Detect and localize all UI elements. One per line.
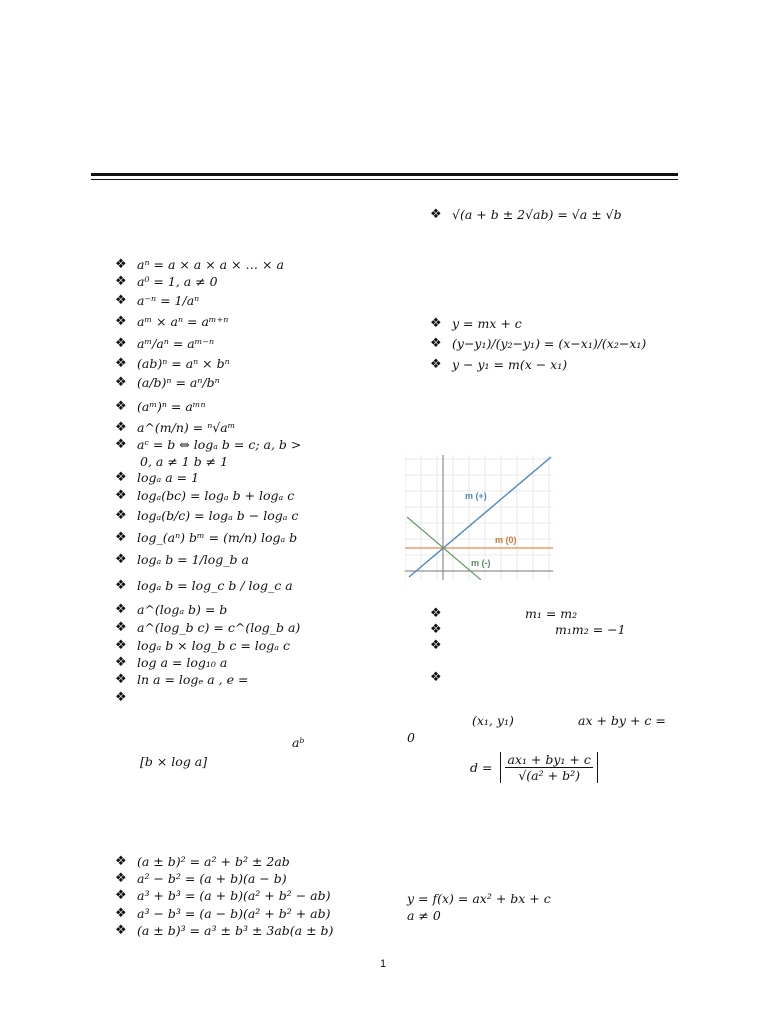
bullet-icon: ❖ <box>115 854 127 869</box>
bullet-icon: ❖ <box>115 906 127 921</box>
bullet-icon: ❖ <box>115 437 127 452</box>
a-power-b-text: aᵇ <box>292 735 305 750</box>
math-rule: ln a = logₑ a , e = <box>137 672 249 687</box>
distance-abs-fraction <box>500 752 597 783</box>
sqrt-rule-row <box>430 207 622 222</box>
math-rule: log_(aⁿ) bᵐ = (m/n) logₐ b <box>137 530 298 545</box>
bullet-icon: ❖ <box>115 293 127 308</box>
math-rule-row <box>115 578 293 593</box>
slope-rule: m₁m₂ = −1 <box>555 622 626 637</box>
math-rule-row <box>115 336 214 351</box>
bullet-icon: ❖ <box>115 602 127 617</box>
line-rule-row <box>430 357 567 372</box>
bullet-icon: ❖ <box>115 638 127 653</box>
math-rule-row <box>115 274 218 289</box>
math-rule: (ab)ⁿ = aⁿ × bⁿ <box>137 356 230 371</box>
math-rule-row <box>115 257 284 272</box>
bullet-icon: ❖ <box>430 622 442 637</box>
math-rule-row <box>115 470 199 485</box>
bullet-icon: ❖ <box>115 375 127 390</box>
math-rule-row <box>115 420 235 435</box>
bullet-icon: ❖ <box>115 530 127 545</box>
bullet-icon: ❖ <box>430 670 442 685</box>
line-equation-zero: 0 <box>407 730 415 745</box>
math-rule: aⁿ = a × a × a × … × a <box>137 257 284 272</box>
bullet-icon: ❖ <box>115 508 127 523</box>
math-rule-row <box>115 375 220 390</box>
quadratic-condition: a ≠ 0 <box>407 908 441 923</box>
distance-lhs: d = <box>470 760 493 775</box>
math-rule: (aᵐ)ⁿ = aᵐⁿ <box>137 399 206 414</box>
bullet-icon: ❖ <box>115 420 127 435</box>
positive-slope-label: m (+) <box>465 491 487 501</box>
bullet-icon: ❖ <box>430 638 442 653</box>
algebra-identity-row <box>115 906 330 921</box>
bullet-icon: ❖ <box>115 470 127 485</box>
math-rule: aᵐ/aⁿ = aᵐ⁻ⁿ <box>137 336 215 351</box>
page-number: 1 <box>380 958 387 970</box>
math-rule-row <box>115 655 227 670</box>
math-rule-row <box>115 293 199 308</box>
algebra-identity: a³ − b³ = (a − b)(a² + b² + ab) <box>137 906 331 921</box>
log-condition-continuation: 0, a ≠ 1 b ≠ 1 <box>140 454 229 469</box>
algebra-identity-row <box>115 888 330 903</box>
math-rule-row <box>115 530 297 545</box>
math-rule: logₐ(bc) = logₐ b + logₐ c <box>137 488 295 503</box>
math-rule: a^(logₐ b) = b <box>137 602 228 617</box>
math-rule-row <box>115 690 137 705</box>
bullet-icon: ❖ <box>115 257 127 272</box>
algebra-identity: (a ± b)² = a² + b² ± 2ab <box>137 854 290 869</box>
bullet-icon: ❖ <box>115 672 127 687</box>
algebra-identity-row <box>115 854 290 869</box>
math-rule-row <box>115 602 227 617</box>
math-rule: log a = log₁₀ a <box>137 655 228 670</box>
math-rule-row <box>115 356 230 371</box>
math-rule: (a/b)ⁿ = aⁿ/bⁿ <box>137 375 220 390</box>
algebra-identity: a³ + b³ = (a + b)(a² + b² − ab) <box>137 888 331 903</box>
math-rule: logₐ(b/c) = logₐ b − logₐ c <box>137 508 299 523</box>
negative-slope-label: m (-) <box>471 558 491 568</box>
bullet-icon: ❖ <box>430 207 442 222</box>
line-rule: y = mx + c <box>452 316 522 331</box>
header-rule-thin <box>91 179 678 180</box>
distance-formula <box>470 752 598 783</box>
general-line-equation: ax + by + c = <box>578 713 666 728</box>
bullet-icon: ❖ <box>115 336 127 351</box>
bullet-icon: ❖ <box>115 871 127 886</box>
sqrt-rule: √(a + b ± 2√ab) = √a ± √b <box>452 207 622 222</box>
bullet-icon: ❖ <box>115 314 127 329</box>
bullet-icon: ❖ <box>115 690 127 705</box>
algebra-identity-row <box>115 871 287 886</box>
math-rule: a^(m/n) = ⁿ√aᵐ <box>137 420 236 435</box>
slope-rule: m₁ = m₂ <box>525 606 578 621</box>
bullet-icon: ❖ <box>430 336 442 351</box>
zero-slope-label: m (0) <box>495 535 517 545</box>
math-rule-row <box>115 314 228 329</box>
math-rule-row <box>115 620 300 635</box>
math-rule-row <box>115 638 290 653</box>
math-rule: logₐ b = log_c b / log_c a <box>137 578 293 593</box>
math-rule: a⁰ = 1, a ≠ 0 <box>137 274 218 289</box>
algebra-identity: a² − b² = (a + b)(a − b) <box>137 871 287 886</box>
point-coordinates: (x₁, y₁) <box>472 713 514 728</box>
b-log-a-text: [b × log a] <box>140 754 208 769</box>
bullet-icon: ❖ <box>115 488 127 503</box>
distance-denominator: √(a² + b²) <box>518 768 580 783</box>
distance-numerator: ax₁ + by₁ + c <box>507 752 591 767</box>
math-rule-row <box>115 488 294 503</box>
math-rule-row <box>115 672 248 687</box>
math-rule-row <box>115 508 298 523</box>
quadratic-function: y = f(x) = ax² + bx + c <box>407 891 551 906</box>
math-rule: logₐ b × log_b c = logₐ c <box>137 638 290 653</box>
math-rule: logₐ a = 1 <box>137 470 200 485</box>
bullet-icon: ❖ <box>115 578 127 593</box>
bullet-icon: ❖ <box>115 274 127 289</box>
bullet-icon: ❖ <box>115 620 127 635</box>
algebra-identity: (a ± b)³ = a³ ± b³ ± 3ab(a ± b) <box>137 923 334 938</box>
bullet-icon: ❖ <box>115 399 127 414</box>
math-rule: aᵐ × aⁿ = aᵐ⁺ⁿ <box>137 314 229 329</box>
line-rule: y − y₁ = m(x − x₁) <box>452 357 568 372</box>
bullet-icon: ❖ <box>430 606 442 621</box>
bullet-icon: ❖ <box>430 357 442 372</box>
math-rule: logₐ b = 1/log_b a <box>137 552 249 567</box>
math-rule-row <box>115 399 206 414</box>
math-rule-row <box>115 552 249 567</box>
bullet-icon: ❖ <box>115 356 127 371</box>
math-rule: aᶜ = b ⇔ logₐ b = c; a, b > <box>137 437 302 452</box>
math-rule: a^(log_b c) = c^(log_b a) <box>137 620 301 635</box>
bullet-icon: ❖ <box>115 888 127 903</box>
bullet-icon: ❖ <box>115 655 127 670</box>
math-rule-row <box>115 437 301 452</box>
bullet-icon: ❖ <box>115 923 127 938</box>
line-rule: (y−y₁)/(y₂−y₁) = (x−x₁)/(x₂−x₁) <box>452 336 647 351</box>
bullet-icon: ❖ <box>115 552 127 567</box>
slope-graph <box>405 455 553 580</box>
algebra-identity-row <box>115 923 333 938</box>
line-rule-row <box>430 316 522 331</box>
header-rule-thick <box>91 173 678 176</box>
line-rule-row <box>430 336 646 351</box>
math-rule: a⁻ⁿ = 1/aⁿ <box>137 293 200 308</box>
bullet-icon: ❖ <box>430 316 442 331</box>
